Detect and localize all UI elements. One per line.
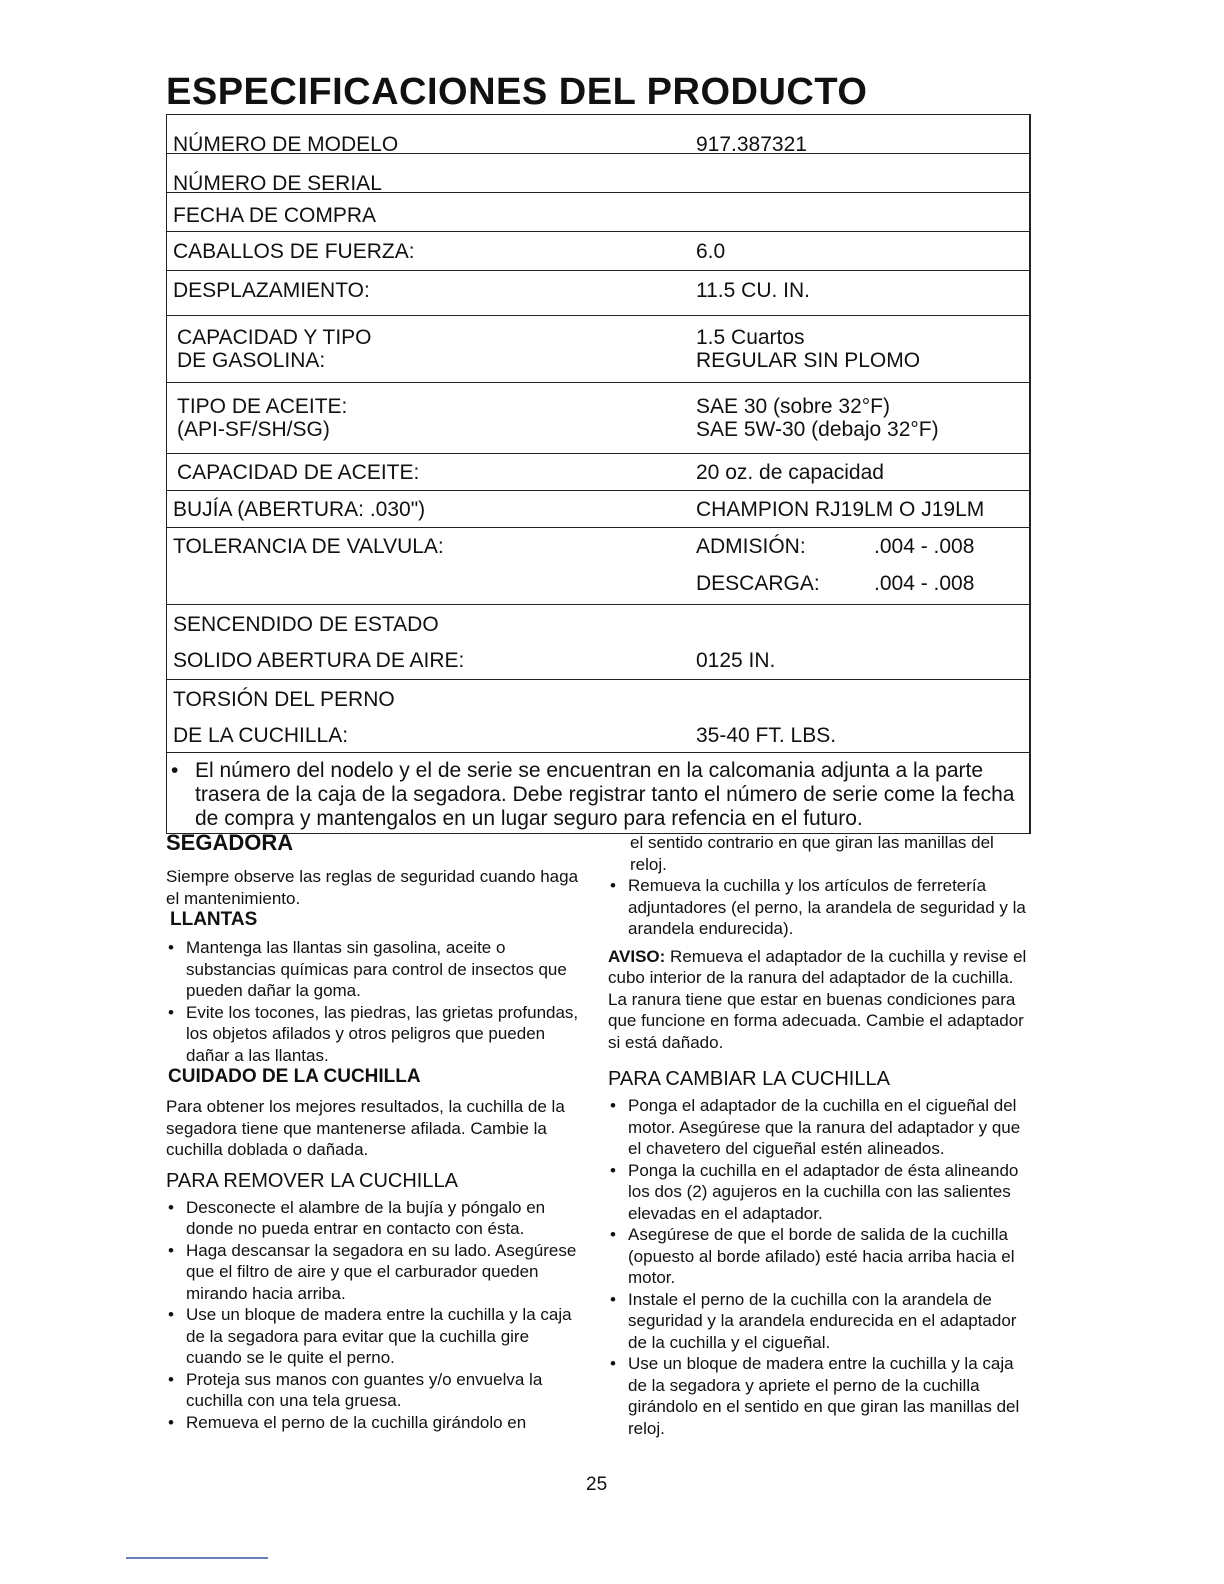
- fuel-label-1: CAPACIDAD Y TIPO: [177, 326, 372, 349]
- list-item: • Desconecte el alambre de la bujía y póngalo en donde no pueda entrar en contacto con ésta.: [166, 1197, 586, 1240]
- cambiar-list: [608, 1095, 1028, 1439]
- ignition-label: SENCENDIDO DE ESTADO: [173, 613, 439, 636]
- model-value: 917.387321: [696, 133, 807, 156]
- spec-row-serial: [167, 154, 1029, 193]
- hp-label: CABALLOS DE FUERZA:: [173, 240, 415, 263]
- list-item: • Asegúrese de que el borde de salida de la cuchilla (opuesto al borde afilado) esté hacia arriba hacia el motor.: [608, 1224, 1028, 1289]
- valve-label: TOLERANCIA DE VALVULA:: [173, 535, 444, 558]
- page-number: 25: [586, 1474, 608, 1495]
- spec-row-valve: [167, 528, 1029, 605]
- list-item: • Ponga el adaptador de la cuchilla en el cigueñal del motor. Asegúrese que la ranura del adaptador y que el chavetero del cigueñal estén alineados.: [608, 1095, 1028, 1160]
- aviso-label: AVISO:: [608, 946, 666, 966]
- aviso-text: Remueva el adaptador de la cuchilla y revise el cubo interior de la ranura del adaptador de la cuchilla. La ranura tiene que estar en buenas condiciones para que funcione en forma adecuada. Cambie el adaptador si está dañado.: [608, 946, 1027, 1052]
- list-item: • Evite los tocones, las piedras, las grietas profundas, los objetos afilados y otros peligros que pueden dañar a las llantas.: [166, 1002, 586, 1067]
- oil-cap-value: 20 oz. de capacidad: [696, 461, 884, 484]
- spec-table: [166, 114, 1031, 834]
- spec-row-fuel: [167, 316, 1029, 383]
- continued-text: el sentido contrario en que giran las manillas del reloj.: [630, 833, 994, 874]
- spec-row-oil-capacity: [167, 454, 1029, 491]
- exhaust-value: .004 - .008: [874, 572, 975, 595]
- remover-list: [166, 1197, 586, 1434]
- exhaust-label: DESCARGA:: [696, 572, 820, 595]
- list-item: • Mantenga las llantas sin gasolina, aceite o substancias químicas para control de insectos que pueden dañar la goma.: [166, 937, 586, 1002]
- spec-row-torque: [167, 680, 1029, 753]
- serial-label: NÚMERO DE SERIAL: [173, 172, 382, 195]
- cuchilla-heading: CUIDADO DE LA CUCHILLA: [168, 1066, 421, 1087]
- list-item: • Remueva el perno de la cuchilla girándolo en: [166, 1412, 586, 1434]
- cambiar-heading: PARA CAMBIAR LA CUCHILLA: [608, 1068, 890, 1090]
- air-gap-label: SOLIDO ABERTURA DE AIRE:: [173, 649, 465, 672]
- fuel-label-2: DE GASOLINA:: [177, 349, 326, 372]
- oil-type-value-2: SAE 5W-30 (debajo 32°F): [696, 418, 939, 441]
- spec-row-spark-plug: [167, 491, 1029, 528]
- fuel-value-1: 1.5 Cuartos: [696, 326, 805, 349]
- fuel-value-2: REGULAR SIN PLOMO: [696, 349, 921, 372]
- note-text: El número del nodelo y el de serie se encuentran en la calcomania adjunta a la parte trasera de la caja de la segadora. Debe registrar tanto el número de serie come la fecha de compra y mantengalos en un lugar seguro para refencia en el futuro.: [195, 759, 1015, 830]
- spec-row-hp: [167, 232, 1029, 271]
- torque-label-2: DE LA CUCHILLA:: [173, 724, 349, 747]
- aviso-paragraph: [608, 946, 1028, 1054]
- oil-type-value-1: SAE 30 (sobre 32°F): [696, 395, 890, 418]
- plug-label: BUJÍA (ABERTURA: .030"): [173, 498, 426, 521]
- list-item: • Haga descansar la segadora en su lado. Asegúrese que el filtro de aire y que el carburador queden mirando hacia arriba.: [166, 1240, 586, 1305]
- left-column: [166, 830, 586, 1433]
- llantas-list: [166, 937, 586, 1066]
- oil-cap-label: CAPACIDAD DE ACEITE:: [177, 461, 420, 484]
- oil-type-label-1: TIPO DE ACEITE:: [177, 395, 348, 418]
- right-column: [608, 832, 1028, 1439]
- cuchilla-text: Para obtener los mejores resultados, la cuchilla de la segadora tiene que mantenerse afilada. Cambie la cuchilla doblada o dañada.: [166, 1097, 565, 1159]
- list-item: • Remueva la cuchilla y los artículos de ferretería adjuntadores (el perno, la arandela de seguridad y la arandela endurecida).: [608, 875, 1028, 940]
- oil-type-label-2: (API-SF/SH/SG): [177, 418, 330, 441]
- torque-value: 35-40 FT. LBS.: [696, 724, 837, 747]
- list-item: • Use un bloque de madera entre la cuchilla y la caja de la segadora para evitar que la cuchilla gire cuando se le quite el perno.: [166, 1304, 586, 1369]
- plug-value: CHAMPION RJ19LM O J19LM: [696, 498, 985, 521]
- list-item: • Ponga la cuchilla en el adaptador de ésta alineando los dos (2) agujeros en la cuchilla con las salientes elevadas en el adaptador.: [608, 1160, 1028, 1225]
- hp-value: 6.0: [696, 240, 726, 263]
- intake-label: ADMISIÓN:: [696, 535, 806, 558]
- air-gap-value: 0125 IN.: [696, 649, 776, 672]
- spec-row-model: [167, 115, 1029, 154]
- footer-rule: [126, 1557, 268, 1559]
- torque-label-1: TORSIÓN DEL PERNO: [173, 688, 395, 711]
- segadora-text: Siempre observe las reglas de seguridad cuando haga el mantenimiento.: [166, 867, 579, 908]
- spec-note: [167, 753, 1029, 833]
- continued-list: [608, 875, 1028, 940]
- spec-row-oil-type: [167, 383, 1029, 454]
- page-title: ESPECIFICACIONES DEL PRODUCTO: [166, 71, 868, 113]
- displacement-label: DESPLAZAMIENTO:: [173, 279, 370, 302]
- spec-row-displacement: [167, 271, 1029, 316]
- list-item: • Instale el perno de la cuchilla con la arandela de seguridad y la arandela endurecida en el adaptador de la cuchilla y el cigueñal.: [608, 1289, 1028, 1354]
- purchase-label: FECHA DE COMPRA: [173, 204, 377, 227]
- list-item: • Proteja sus manos con guantes y/o envuelva la cuchilla con una tela gruesa.: [166, 1369, 586, 1412]
- note-bullet: •: [171, 759, 179, 782]
- displacement-value: 11.5 CU. IN.: [696, 279, 810, 302]
- spec-row-purchase: [167, 193, 1029, 232]
- intake-value: .004 - .008: [874, 535, 975, 558]
- spec-row-ignition: [167, 605, 1029, 680]
- list-item: • Use un bloque de madera entre la cuchilla y la caja de la segadora y apriete el perno de la cuchilla girándolo en el sentido en que giran las manillas del reloj.: [608, 1353, 1028, 1439]
- segadora-heading: SEGADORA: [166, 830, 294, 855]
- model-label: NÚMERO DE MODELO: [173, 133, 399, 156]
- remover-heading: PARA REMOVER LA CUCHILLA: [166, 1169, 458, 1192]
- llantas-heading: LLANTAS: [170, 909, 258, 930]
